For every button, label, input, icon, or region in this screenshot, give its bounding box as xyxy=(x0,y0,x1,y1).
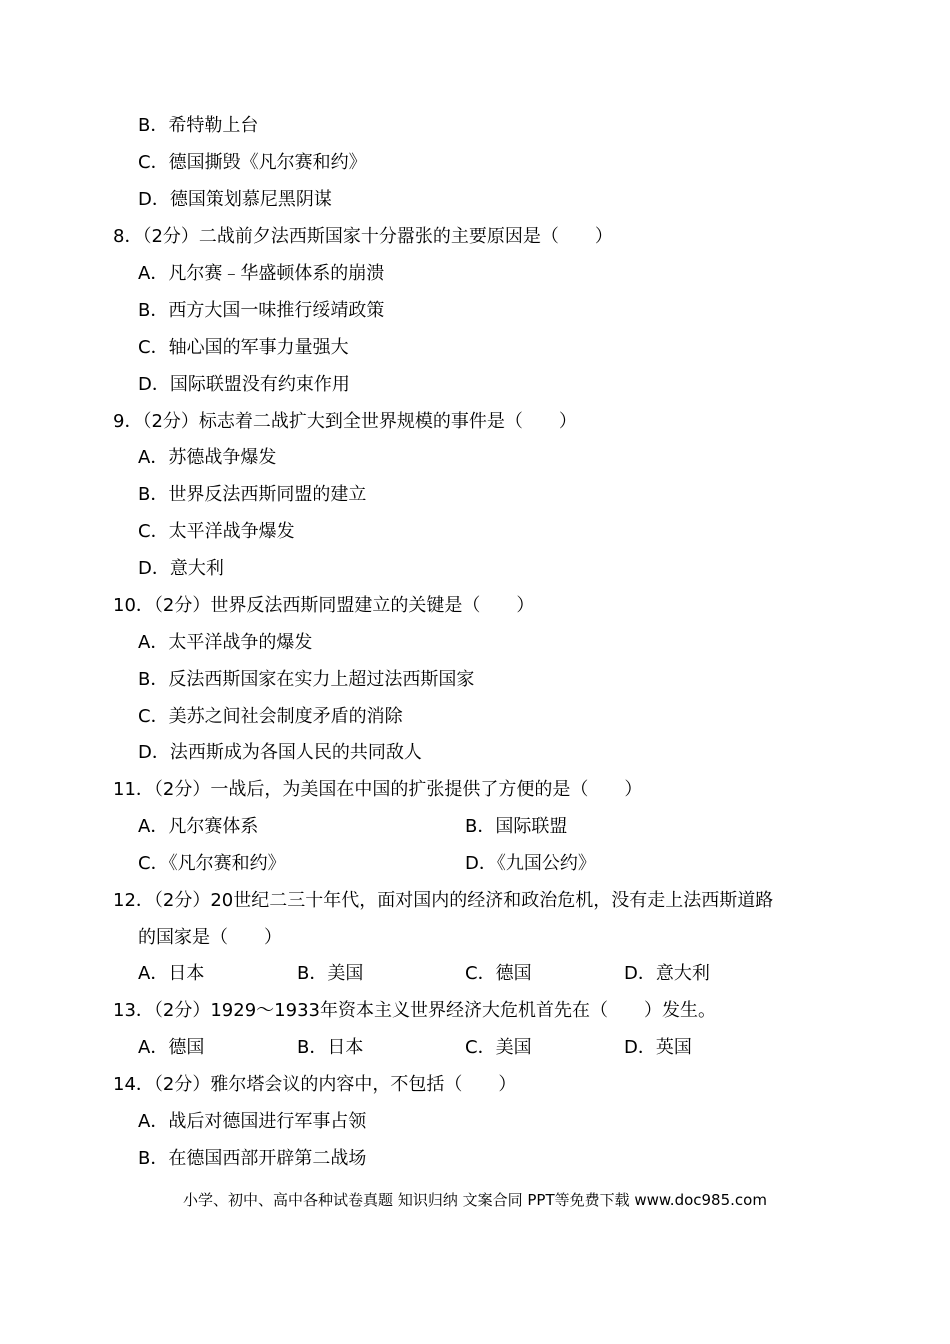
question-10-option-d: D．法西斯成为各国人民的共同敌人 xyxy=(138,742,422,763)
question-10-stem: 10．（2分）世界反法西斯同盟建立的关键是（ ） xyxy=(113,595,535,616)
option-prev-b: B．希特勒上台 xyxy=(138,115,259,136)
option-prev-d: D．德国策划慕尼黑阴谋 xyxy=(138,189,332,210)
question-8-option-a: A．凡尔赛﹣华盛顿体系的崩溃 xyxy=(138,263,385,284)
question-9-option-d: D．意大利 xyxy=(138,558,224,579)
question-14-stem: 14．（2分）雅尔塔会议的内容中，不包括（ ） xyxy=(113,1074,517,1095)
question-13-stem: 13．（2分）1929～1933年资本主义世界经济大危机首先在（ ）发生。 xyxy=(113,1000,716,1021)
question-12-option-c: C．德国 xyxy=(465,963,532,984)
question-12-stem-continued: 的国家是（ ） xyxy=(138,927,282,948)
question-12-option-d: D．意大利 xyxy=(624,963,710,984)
question-9-option-c: C．太平洋战争爆发 xyxy=(138,521,295,542)
question-13-option-a: A．德国 xyxy=(138,1037,205,1058)
question-13-option-c: C．美国 xyxy=(465,1037,532,1058)
question-11-option-c: C．《凡尔赛和约》 xyxy=(138,853,286,874)
question-9-option-a: A．苏德战争爆发 xyxy=(138,447,277,468)
question-11-stem: 11．（2分）一战后，为美国在中国的扩张提供了方便的是（ ） xyxy=(113,779,643,800)
question-12-stem: 12．（2分）20世纪二三十年代，面对国内的经济和政治危机，没有走上法西斯道路 xyxy=(113,890,774,911)
question-10-option-b: B．反法西斯国家在实力上超过法西斯国家 xyxy=(138,669,475,690)
question-10-option-c: C．美苏之间社会制度矛盾的消除 xyxy=(138,706,403,727)
question-13-option-b: B．日本 xyxy=(297,1037,364,1058)
question-13-option-d: D．英国 xyxy=(624,1037,692,1058)
question-8-stem: 8．（2分）二战前夕法西斯国家十分嚣张的主要原因是（ ） xyxy=(113,226,613,247)
question-9-stem: 9．（2分）标志着二战扩大到全世界规模的事件是（ ） xyxy=(113,411,577,432)
question-8-option-c: C．轴心国的军事力量强大 xyxy=(138,337,349,358)
question-14-option-a: A．战后对德国进行军事占领 xyxy=(138,1111,367,1132)
question-14-option-b: B．在德国西部开辟第二战场 xyxy=(138,1148,367,1169)
question-10-option-a: A．太平洋战争的爆发 xyxy=(138,632,313,653)
question-11-option-a: A．凡尔赛体系 xyxy=(138,816,259,837)
page-footer: 小学、初中、高中各种试卷真题 知识归纳 文案合同 PPT等免费下载 www.doc985.com xyxy=(183,1191,767,1209)
question-8-option-b: B．西方大国一味推行绥靖政策 xyxy=(138,300,385,321)
option-prev-c: C．德国撕毁《凡尔赛和约》 xyxy=(138,152,367,173)
question-11-option-b: B．国际联盟 xyxy=(465,816,568,837)
question-11-option-d: D．《九国公约》 xyxy=(465,853,596,874)
question-8-option-d: D．国际联盟没有约束作用 xyxy=(138,374,350,395)
question-12-option-b: B．美国 xyxy=(297,963,364,984)
question-9-option-b: B．世界反法西斯同盟的建立 xyxy=(138,484,367,505)
question-12-option-a: A．日本 xyxy=(138,963,205,984)
